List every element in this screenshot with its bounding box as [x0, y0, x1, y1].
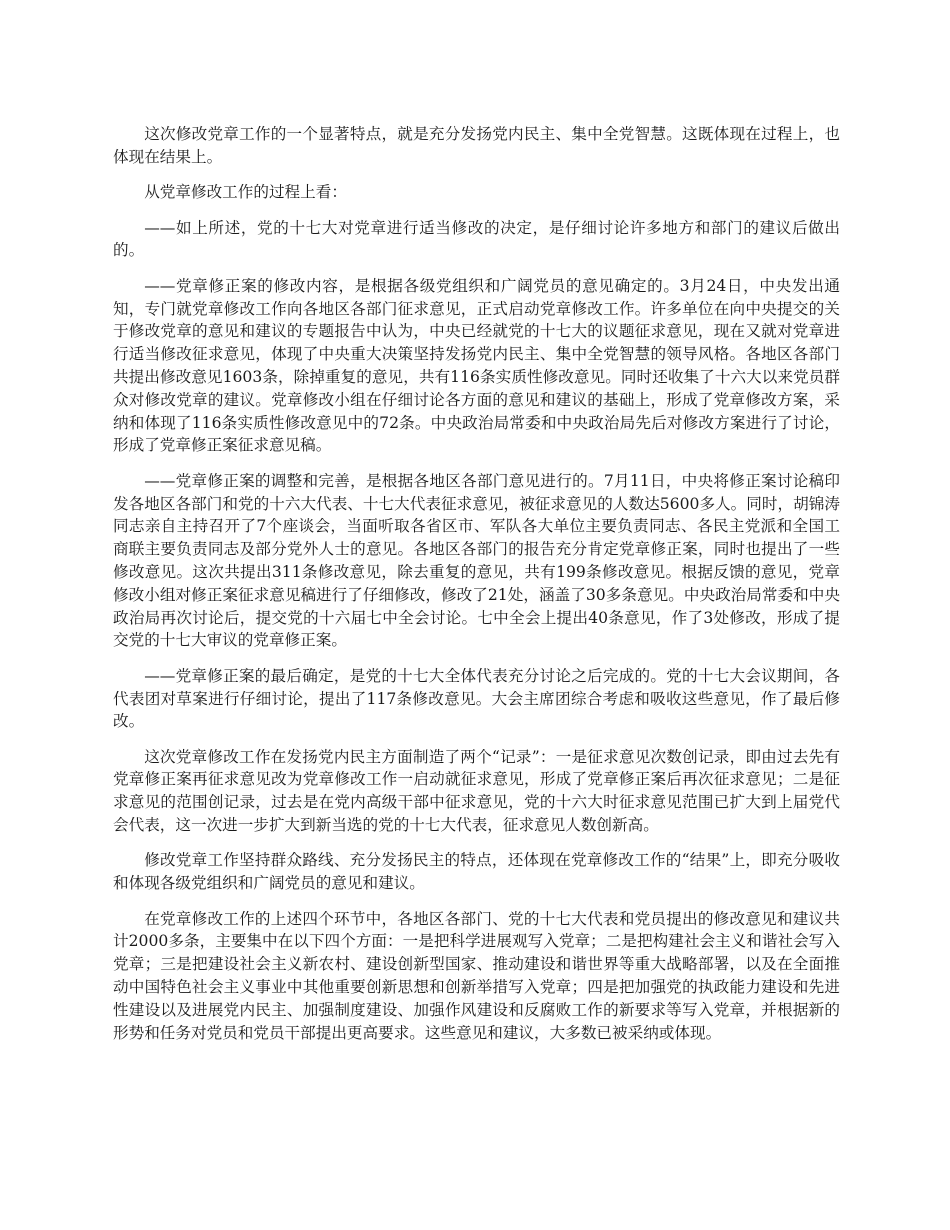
paragraph-6: ——党章修正案的最后确定，是党的十七大全体代表充分讨论之后完成的。党的十七大会议期间，各代表团对草案进行仔细讨论，提出了117条修改意见。大会主席团综合考虑和吸收这些意见，作了最后修改。 — [113, 666, 840, 731]
paragraph-3: ——如上所述，党的十七大对党章进行适当修改的决定，是仔细讨论许多地方和部门的建议后做出的。 — [113, 218, 840, 260]
paragraph-2: 从党章修改工作的过程上看： — [144, 183, 347, 202]
paragraph-5: ——党章修正案的调整和完善，是根据各地区各部门意见进行的。7月11日，中央将修正案讨论稿印发各地区各部门和党的十六大代表、十七大代表征求意见，被征求意见的人数达5600多人。同时，胡锦涛同志亲自主持召开了7个座谈会，当面听取各省区市、军队各大单位主要负责同志、各民主党派和全国工商联主要负责同志及部分党外人士的意见。各地区各部门的报告充分肯定党章修正案，同时也提出了一些修改意见。这次共提出311条修改意见，除去重复的意见，共有199条修改意见。根据反馈的意见，党章修改小组对修正案征求意见稿进行了仔细修改，修改了21处，涵盖了30多条意见。中央政治局常委和中央政治局再次讨论后，提交党的十六届七中全会讨论。七中全会上提出40条意见，作了3处修改，形成了提交党的十七大审议的党章修正案。 — [113, 471, 840, 650]
paragraph-1: 这次修改党章工作的一个显著特点，就是充分发扬党内民主、集中全党智慧。这既体现在过程上，也体现在结果上。 — [113, 125, 840, 166]
paragraph-8: 修改党章工作坚持群众路线、充分发扬民主的特点，还体现在党章修改工作的“结果”上，即充分吸收和体现各级党组织和广阔党员的意见和建议。 — [113, 851, 840, 893]
paragraph-7: 这次党章修改工作在发扬党内民主方面制造了两个“记录”：一是征求意见次数创记录，即由过去先有党章修正案再征求意见改为党章修改工作一启动就征求意见，形成了党章修正案后再次征求意见；二是征求意见的范围创记录，过去是在党内高级干部中征求意见，党的十六大时征求意见范围已扩大到上届党代会代表，这一次进一步扩大到新当选的党的十七大代表，征求意见人数创新高。 — [113, 747, 840, 835]
paragraph-9: 在党章修改工作的上述四个环节中，各地区各部门、党的十七大代表和党员提出的修改意见和建议共计2000多条，主要集中在以下四个方面：一是把科学进展观写入党章；二是把构建社会主义和谐社会写入党章；三是把建设社会主义新农村、建设创新型国家、推动建设和谐世界等重大战略部署，以及在全面推动中国特色社会主义事业中其他重要创新思想和创新举措写入党章；四是把加强党的执政能力建设和先进性建设以及进展党内民主、加强制度建设、加强作风建设和反腐败工作的新要求等写入党章，并根据新的形势和任务对党员和党员干部提出更高要求。这些意见和建议，大多数已被采纳或体现。 — [113, 909, 840, 1042]
paragraph-4: ——党章修正案的修改内容，是根据各级党组织和广阔党员的意见确定的。3月24日，中央发出通知，专门就党章修改工作向各地区各部门征求意见，正式启动党章修改工作。许多单位在向中央提交的关于修改党章的意见和建议的专题报告中认为，中央已经就党的十七大的议题征求意见，现在又就对党章进行适当修改征求意见，体现了中央重大决策坚持发扬党内民主、集中全党智慧的领导风格。各地区各部门共提出修改意见1603条，除掉重复的意见，共有116条实质性修改意见。同时还收集了十六大以来党员群众对修改党章的建议。党章修改小组在仔细讨论各方面的意见和建议的基础上，形成了党章修改方案，采纳和体现了116条实质性修改意见中的72条。中央政治局常委和中央政治局先后对修改方案进行了讨论，形成了党章修正案征求意见稿。 — [113, 276, 840, 455]
document-body — [113, 123, 840, 1057]
